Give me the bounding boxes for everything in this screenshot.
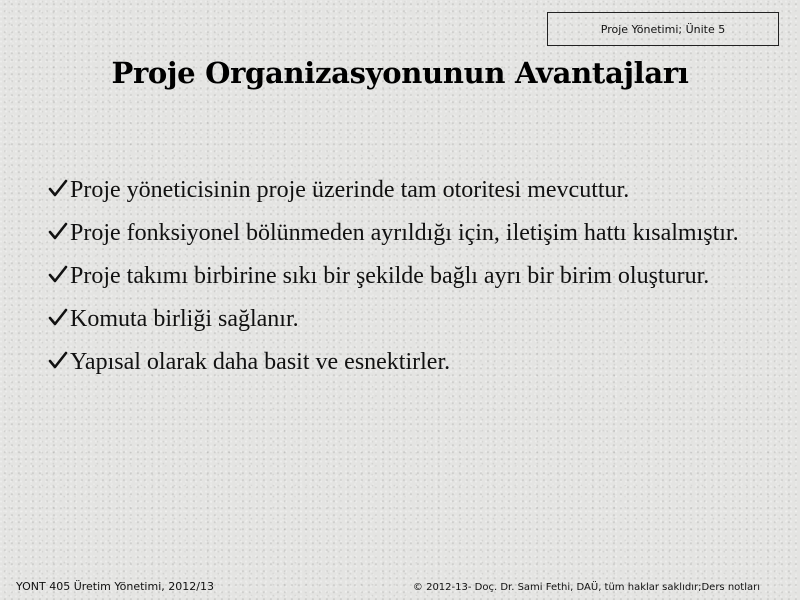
unit-label-box (547, 12, 779, 46)
bullet-item (48, 258, 752, 295)
check-mark-icon (48, 350, 68, 370)
bullet-text: Yapısal olarak daha basit ve esnektirler. (70, 349, 451, 375)
check-mark-icon (48, 221, 68, 241)
bullet-item (48, 215, 752, 252)
bullet-text: Proje yöneticisinin proje üzerinde tam otoritesi mevcuttur. (70, 177, 630, 203)
check-mark-icon (48, 178, 68, 198)
course-footer: YONT 405 Üretim Yönetimi, 2012/13 (16, 580, 214, 593)
unit-label: Proje Yönetimi; Ünite 5 (600, 22, 726, 36)
bullet-text: Komuta birliği sağlanır. (70, 306, 299, 332)
bullet-text: Proje takımı birbirine sıkı bir şekilde bağlı ayrı bir birim oluşturur. (70, 263, 710, 289)
bullet-text: Proje fonksiyonel bölünmeden ayrıldığı için, iletişim hattı kısalmıştır. (70, 220, 739, 246)
bullet-item (48, 344, 752, 381)
check-mark-icon (48, 264, 68, 284)
bullet-item (48, 172, 752, 209)
slide-title: Proje Organizasyonunun Avantajları (111, 56, 689, 90)
check-mark-icon (48, 307, 68, 327)
copyright-footer: © 2012-13- Doç. Dr. Sami Fethi, DAÜ, tüm haklar saklıdır;Ders notları (412, 582, 760, 593)
bullet-item (48, 301, 752, 338)
bullet-list (48, 172, 752, 387)
